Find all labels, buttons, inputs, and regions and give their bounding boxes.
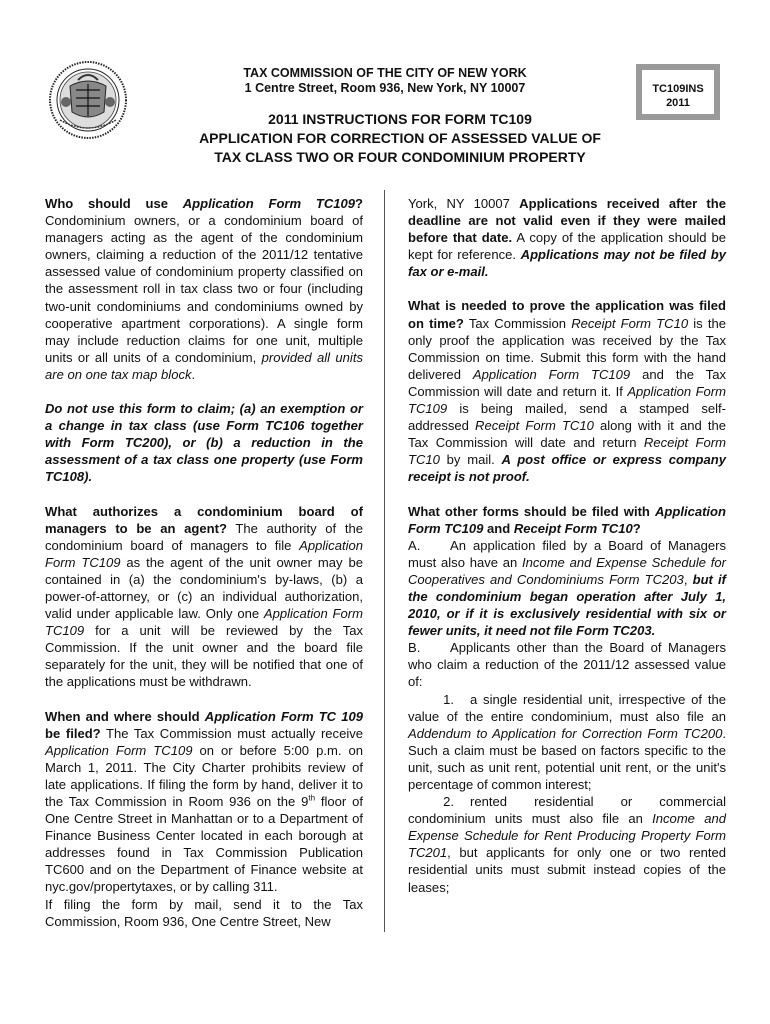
do-not-use-paragraph: Do not use this form to claim; (a) an exemption or a change in tax class (use Form TC106 together with Form TC200), or (b) a reduction in the assessment of a tax class one property (use Form TC108). — [45, 401, 363, 485]
mail-filing-paragraph: If filing the form by mail, send it to the Tax Commission, Room 936, One Centre Street, New — [45, 896, 363, 929]
city-seal-logo — [48, 60, 128, 140]
left-column — [45, 195, 363, 930]
item-b-paragraph: B. Applicants other than the Board of Managers who claim a reduction of the 2011/12 assessed value of: — [408, 640, 726, 690]
when-where-paragraph: When and where should Application Form TC 109 be filed? The Tax Commission must actually receive Application Form TC109 on or before 5:00 p.m. on March 1, 2011. The City Charter prohibits review of late applications. If filing the form by hand, deliver it to the Tax Commission in Room 936 on the 9th floor of One Centre Street in Manhattan or to a Department of Finance Business Center located in each borough at addresses found in Tax Commission Publication TC600 and on the Department of Finance website at nyc.gov/propertytaxes, or by calling 311. — [45, 708, 364, 895]
right-column — [408, 195, 726, 896]
agency-name: TAX COMMISSION OF THE CITY OF NEW YORK — [243, 66, 527, 80]
form-code: TC109INS — [652, 83, 704, 95]
who-should-use-paragraph: Who should use Application Form TC109? Condominium owners, or a condominium board of managers acting as the agent of the condominium owners, claiming a reduction of the 2011/12 tentative assessed value of condominium property classified on the assessment roll in tax class two or four (including two-unit condominiums and condominiums owned by cooperative apartment corporations). A single form may include reduction claims for one unit, multiple units or all units of a condominium, provided all units are on one tax map block. — [45, 196, 363, 382]
agency-address: 1 Centre Street, Room 936, New York, NY 10007 — [244, 81, 526, 95]
title-line-3: TAX CLASS TWO OR FOUR CONDOMINIUM PROPERTY — [214, 149, 586, 165]
column-divider — [384, 190, 385, 932]
item-a-paragraph: A. An application filed by a Board of Managers must also have an Income and Expense Schedule for Cooperatives and Condominiums Form TC203, but if the condominium began operation after July 1, 2010, or if it is exclusively residential with six or fewer units, it need not file Form TC203. — [408, 537, 726, 639]
form-year: 2011 — [666, 97, 690, 109]
title-line-1: 2011 INSTRUCTIONS FOR FORM TC109 — [268, 111, 532, 127]
authorization-paragraph: What authorizes a condominium board of managers to be an agent? The authority of the condominium board of managers to file Application Form TC109 as the agent of the unit owner may be contained in (a) the condominium's by-laws, (b) a power-of-attorney, or (c) an individual authorization, valid under applicable law. Only one Application Form TC109 for a unit will be reviewed by the Tax Commission. If the unit owner and the board file separately for the unit, they will be notified that one of the applications must be withdrawn. — [45, 503, 363, 690]
proof-of-filing-paragraph: What is needed to prove the application was filed on time? Tax Commission Receipt Form TC10 is the only proof the application was received by the Tax Commission on time. Submit this form with the hand delivered Application Form TC109 and the Tax Commission will date and return it. If Application Form TC109 is being mailed, send a stamped self-addressed Receipt Form TC10 along with it and the Tax Commission will date and return Receipt Form TC10 by mail. A post office or express company receipt is not proof. — [408, 298, 727, 485]
item-1-paragraph: 1. a single residential unit, irrespective of the value of the entire condominium, must also file an Addendum to Application for Correction Form TC200. Such a claim must be based on factors specific to the unit, such as unit rent, potential unit rent, or the unit's percentage of common interest; — [408, 691, 726, 792]
item-2-paragraph: 2. rented residential or commercial condominium units must also file an Income and Expense Schedule for Rent Producing Property Form TC201, but applicants for only one or two rented residential units must submit instead copies of the leases; — [408, 794, 726, 895]
other-forms-heading: What other forms should be filed with Application Form TC109 and Receipt Form TC10? — [408, 503, 726, 536]
deadline-paragraph: York, NY 10007 Applications received after the deadline are not valid even if they were mailed before that date. A copy of the application should be kept for reference. Applications may not be filed by fax or e-mail. — [408, 196, 727, 280]
agency-header — [170, 66, 600, 96]
document-title — [150, 110, 650, 167]
title-line-2: APPLICATION FOR CORRECTION OF ASSESSED VALUE OF — [199, 130, 601, 146]
